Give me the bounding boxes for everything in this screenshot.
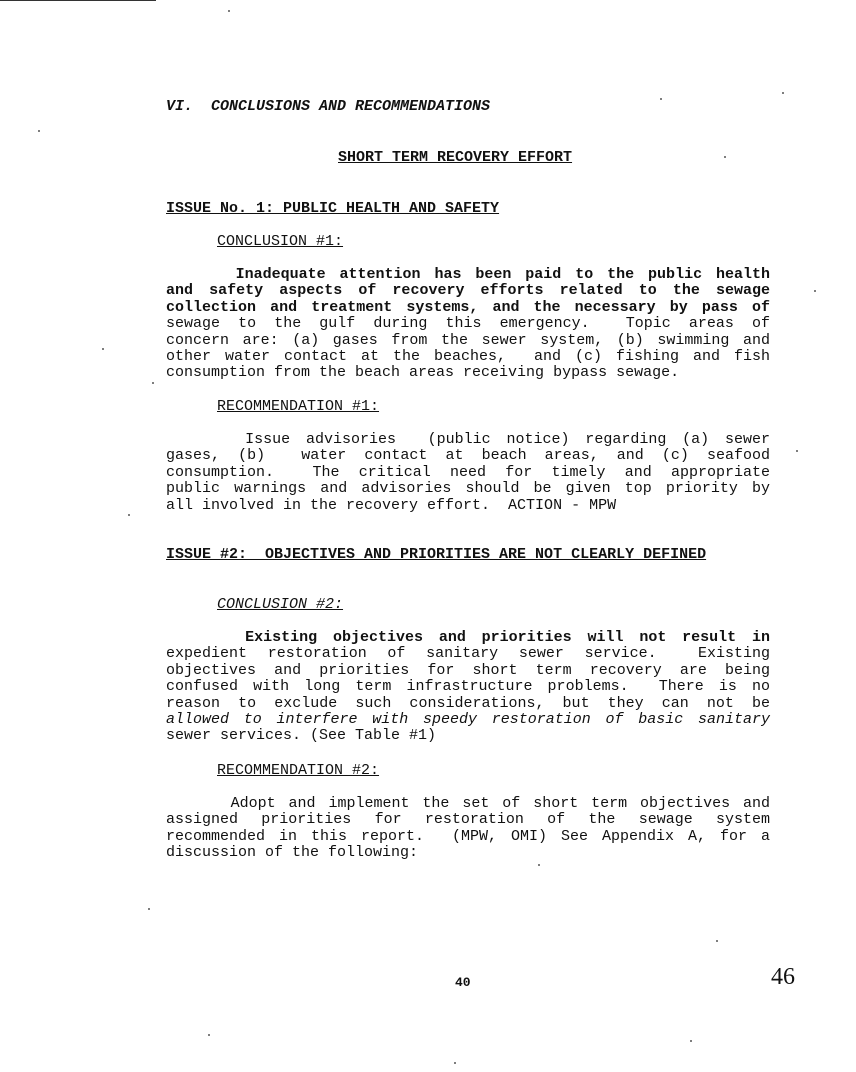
paragraph-line: public warnings and advisories should be given top priority by (166, 480, 770, 498)
stamp-number: 46 (771, 964, 795, 990)
paragraph-line: reason to exclude such considerations, but they can not be (166, 694, 770, 712)
issue2-conclusion-paragraph (166, 630, 770, 745)
scan-speck (148, 908, 150, 910)
scan-speck (660, 98, 662, 100)
paragraph-line: Issue advisories (public notice) regarding (a) sewer (166, 431, 770, 448)
issue1-conclusion-label: CONCLUSION #1: (217, 233, 344, 250)
paragraph-line: collection and treatment systems, and the necessary by pass of (166, 298, 770, 316)
issue1-conclusion-paragraph (166, 267, 770, 382)
paragraph-line: confused with long term infrastructure problems. There is no (166, 678, 770, 696)
issue2-conclusion-label: CONCLUSION #2: (217, 596, 344, 613)
scan-speck (782, 92, 784, 94)
paragraph-line: recommended in this report. (MPW, OMI) See Appendix A, for a (166, 827, 770, 845)
paragraph-line: expedient restoration of sanitary sewer service. Existing (166, 645, 770, 663)
paragraph-line: sewage to the gulf during this emergency. Topic areas of (166, 315, 770, 333)
scan-speck (454, 1062, 456, 1064)
paragraph-line: objectives and priorities for short term recovery are being (166, 661, 770, 679)
paragraph-line: Inadequate attention has been paid to the public health (166, 266, 770, 283)
page-number: 40 (455, 975, 471, 990)
scan-speck (38, 130, 40, 132)
subheading: SHORT TERM RECOVERY EFFORT (338, 149, 573, 166)
paragraph-line: consumption from the beach areas receiving bypass sewage. (166, 364, 680, 382)
scan-speck (814, 290, 816, 292)
issue1-title: ISSUE No. 1: PUBLIC HEALTH AND SAFETY (166, 200, 500, 217)
issue1-recommendation-label: RECOMMENDATION #1: (217, 398, 380, 415)
section-heading: VI. CONCLUSIONS AND RECOMMENDATIONS (166, 98, 491, 115)
issue2-recommendation-label: RECOMMENDATION #2: (217, 762, 380, 779)
paragraph-line: assigned priorities for restoration of the sewage system (166, 811, 770, 829)
scan-speck (724, 156, 726, 158)
scan-speck (796, 450, 798, 452)
scan-speck (716, 940, 718, 942)
paragraph-line: discussion of the following: (166, 844, 419, 862)
scan-speck (538, 864, 540, 866)
paragraph-line: gases, (b) water contact at beach areas, and (c) seafood (166, 447, 770, 465)
scan-speck (152, 382, 154, 384)
paragraph-line: allowed to interfere with speedy restoration of basic sanitary (166, 711, 770, 729)
paragraph-line: Adopt and implement the set of short term objectives and (166, 795, 770, 812)
scan-speck (128, 514, 130, 516)
issue2-title: ISSUE #2: OBJECTIVES AND PRIORITIES ARE NOT CLEARLY DEFINED (166, 546, 707, 563)
paragraph-line: consumption. The critical need for timely and appropriate (166, 463, 770, 481)
issue2-recommendation-paragraph (166, 796, 770, 862)
scan-speck (228, 10, 230, 12)
scan-speck (208, 1034, 210, 1036)
paragraph-line: concern are: (a) gases from the sewer system, (b) swimming and (166, 331, 770, 349)
scan-edge-line (0, 0, 156, 1)
paragraph-line: all involved in the recovery effort. ACTION - MPW (166, 496, 617, 514)
paragraph-line: and safety aspects of recovery efforts related to the sewage (166, 282, 770, 300)
paragraph-line: sewer services. (See Table #1) (166, 727, 437, 745)
paragraph-line: Existing objectives and priorities will not result in (166, 629, 770, 646)
issue1-recommendation-paragraph (166, 432, 770, 514)
scan-speck (690, 1040, 692, 1042)
paragraph-line: other water contact at the beaches, and (c) fishing and fish (166, 348, 770, 366)
scan-speck (102, 348, 104, 350)
